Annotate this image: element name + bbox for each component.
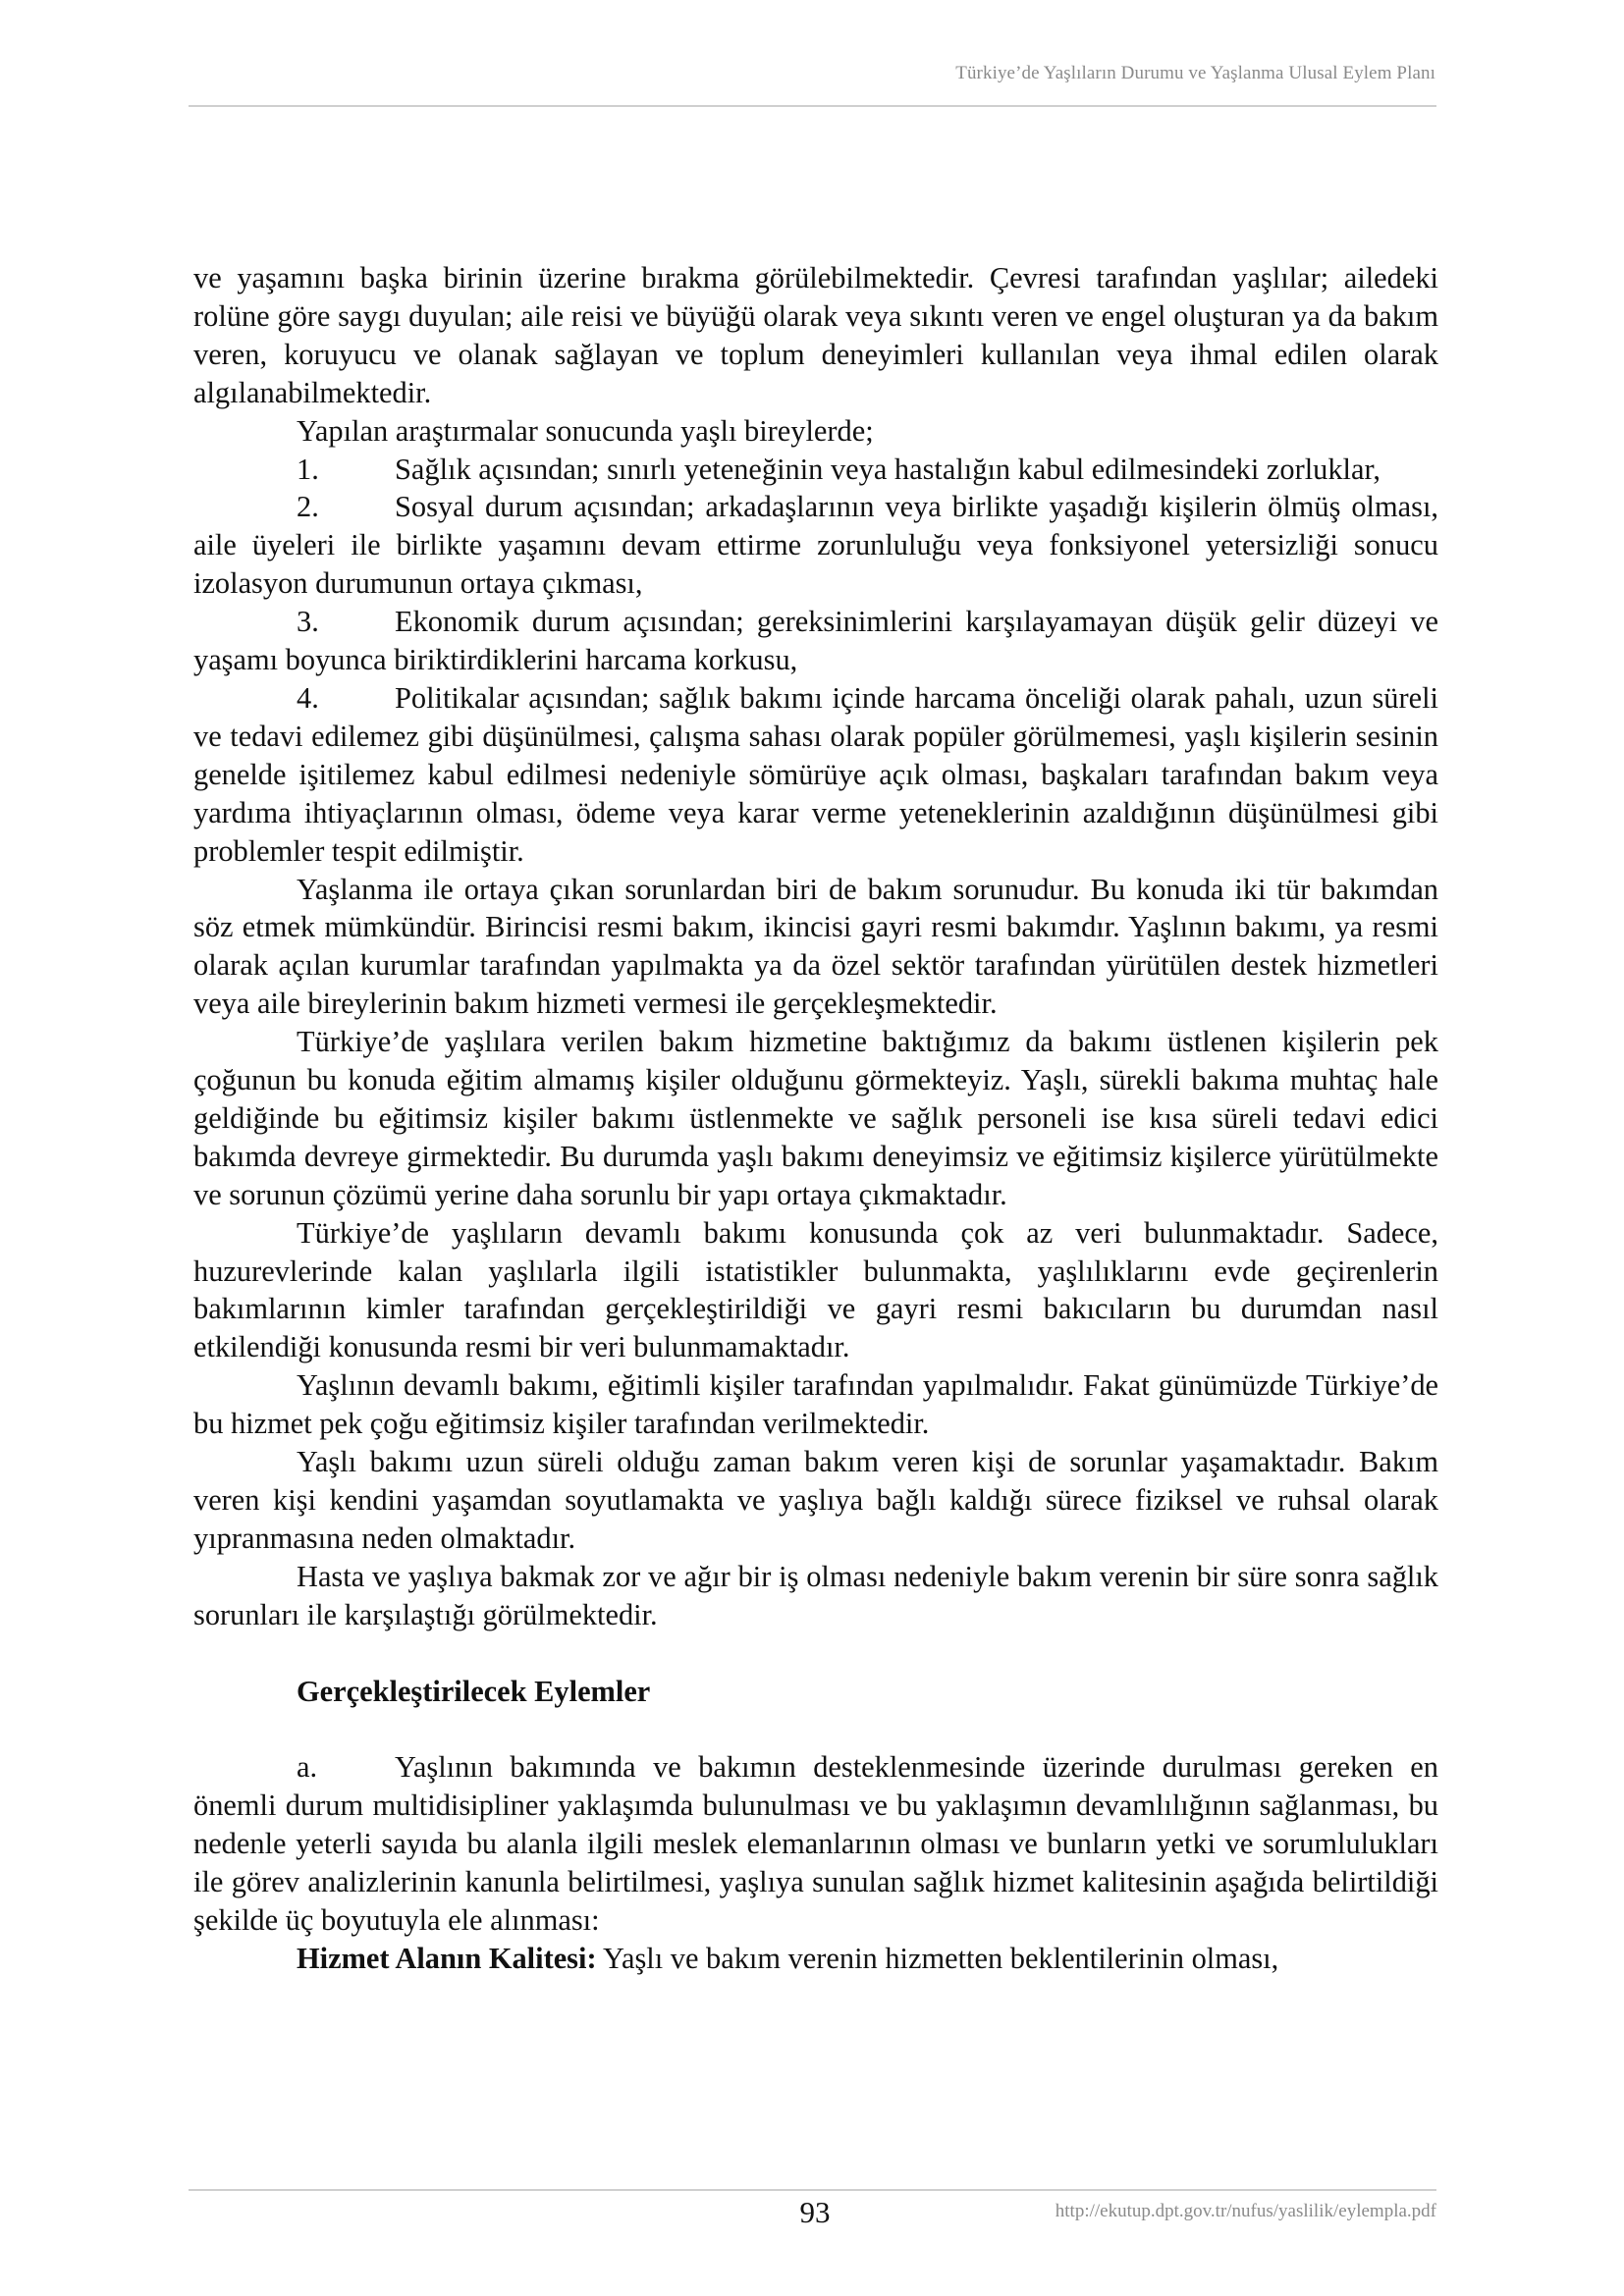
paragraph: Yaşlı bakımı uzun süreli olduğu zaman bakım veren kişi de sorunlar yaşamaktadır. Bakım veren kişi kendini yaşamdan soyutlamakta ve yaşlıya bağlı kaldığı sürece fiziksel ve ruhsal olarak yıpranmasına neden olmaktadır. — [193, 1445, 1438, 1555]
list-item — [193, 451, 1438, 489]
paragraph: ve yaşamını başka birinin üzerine bırakma görülebilmektedir. Çevresi tarafından yaşlılar; ailedeki rolüne göre saygı duyulan; aile reisi ve büyüğü olarak veya sıkıntı veren ve engel oluşturan ya da bakım veren, koruyucu ve olanak sağlayan ve toplum deneyimleri kullanılan veya ihmal edilen olarak algılanabilmektedir. — [193, 261, 1438, 409]
list-text: Ekonomik durum açısından; gereksinimlerini karşılayamayan düşük gelir düzeyi ve yaşamı boyunca biriktirdiklerini harcama korkusu, — [193, 605, 1438, 677]
list-number: 2. — [297, 490, 319, 524]
quality-label: Hizmet Alanın Kalitesi: — [297, 1941, 597, 1975]
action-letter: a. — [297, 1750, 318, 1785]
paragraph: Türkiye’de yaşlıların devamlı bakımı konusunda çok az veri bulunmaktadır. Sadece, huzurevlerinde kalan yaşlılarla ilgili istatistikler bulunmakta, yaşlılıklarını evde geçirenlerin bakımlarının kimler tarafından gerçekleştirildiği ve gayri resmi bakıcıların bu durumdan nasıl etkilendiği konusunda resmi bir veri bulunmamaktadır. — [193, 1215, 1438, 1364]
section-heading: Gerçekleştirilecek Eylemler — [297, 1674, 651, 1708]
footer-divider — [189, 2189, 1436, 2191]
list-number: 4. — [297, 680, 319, 715]
action-text: Yaşlının bakımında ve bakımın desteklenmesinde üzerinde durulması gereken en önemli durum multidisipliner yaklaşımda bulunulması ve bu yaklaşımın devamlılığının sağlanması, bu nedenle yeterli sayıda bu alanla ilgili meslek elemanlarının olması ve bunların yetki ve sorumlulukları ile görev analizlerinin kanunla belirtilmesi, yaşlıya sunulan sağlık hizmet kalitesinin aşağıda belirtildiği şekilde üç boyutuyla ele alınması: — [193, 1750, 1438, 1937]
paragraph: Yaşlanma ile ortaya çıkan sorunlardan biri de bakım sorunudur. Bu konuda iki tür bakımdan söz etmek mümkündür. Birincisi resmi bakım, ikincisi gayri resmi bakımdır. Yaşlının bakımı, ya resmi olarak açılan kurumlar tarafından yapılmakta ya da özel sektör tarafından yürütülen destek hizmetleri veya aile bireylerinin bakım hizmeti vermesi ile gerçekleşmektedir. — [193, 872, 1438, 1021]
list-number: 3. — [297, 605, 319, 639]
list-item — [193, 488, 1438, 603]
paragraph: Yaşlının devamlı bakımı, eğitimli kişiler tarafından yapılmalıdır. Fakat günümüzde Türkiye’de bu hizmet pek çoğu eğitimsiz kişiler tarafından verilmektedir. — [193, 1368, 1438, 1441]
list-item — [193, 679, 1438, 871]
paragraph: Türkiye’de yaşlılara verilen bakım hizmetine baktığımız da bakımı üstlenen kişilerin pek çoğunun bu konuda eğitim almamış kişiler olduğunu görmekteyiz. Yaşlı, sürekli bakıma muhtaç hale geldiğinde bu eğitimsiz kişiler bakımı üstlenmekte ve sağlık personeli ise kısa süreli tedavi edici bakımda devreye girmektedir. Bu durumda yaşlı bakımı deneyimsiz ve eğitimsiz kişilerce yürütülmekte ve sorunun çözümü yerine daha sorunlu bir yapı ortaya çıkmaktadır. — [193, 1025, 1438, 1211]
list-number: 1. — [297, 452, 319, 486]
document-body — [193, 259, 1438, 1978]
list-text: Politikalar açısından; sağlık bakımı içinde harcama önceliği olarak pahalı, uzun süreli ve tedavi edilemez gibi düşünülmesi, çalışma sahası olarak popüler görülmemesi, yaşlı kişilerin sesinin genelde işitilemez kabul edilmesi nedeniyle sömürüye açık olması, başkaları tarafından bakım veya yardıma ihtiyaçlarının olması, ödeme veya karar verme yeteneklerinin azaldığının düşünülmesi gibi problemler tespit edilmiştir. — [193, 680, 1438, 868]
list-text: Sosyal durum açısından; arkadaşlarının veya birlikte yaşadığı kişilerin ölmüş olması, aile üyeleri ile birlikte yaşamını devam ettirme zorunluluğu veya fonksiyonel yetersizliği sonucu izolasyon durumunun ortaya çıkması, — [193, 490, 1438, 601]
paragraph-intro-list: Yapılan araştırmalar sonucunda yaşlı bireylerde; — [297, 413, 874, 448]
footer-url: http://ekutup.dpt.gov.tr/nufus/yaslilik/eylempla.pdf — [1055, 2201, 1436, 2221]
page-number: 93 — [799, 2195, 831, 2229]
paragraph: Hasta ve yaşlıya bakmak zor ve ağır bir iş olması nedeniyle bakım verenin bir süre sonra sağlık sorunları ile karşılaştığı görülmektedir. — [193, 1559, 1438, 1631]
action-item — [193, 1748, 1438, 1940]
header-divider — [189, 105, 1436, 107]
running-header-title: Türkiye’de Yaşlıların Durumu ve Yaşlanma Ulusal Eylem Planı — [955, 63, 1435, 83]
list-text: Sağlık açısından; sınırlı yeteneğinin veya hastalığın kabul edilmesindeki zorluklar, — [395, 452, 1380, 486]
list-item — [193, 603, 1438, 679]
quality-paragraph — [193, 1940, 1438, 1978]
quality-text: Yaşlı ve bakım verenin hizmetten beklentilerinin olması, — [596, 1941, 1279, 1975]
